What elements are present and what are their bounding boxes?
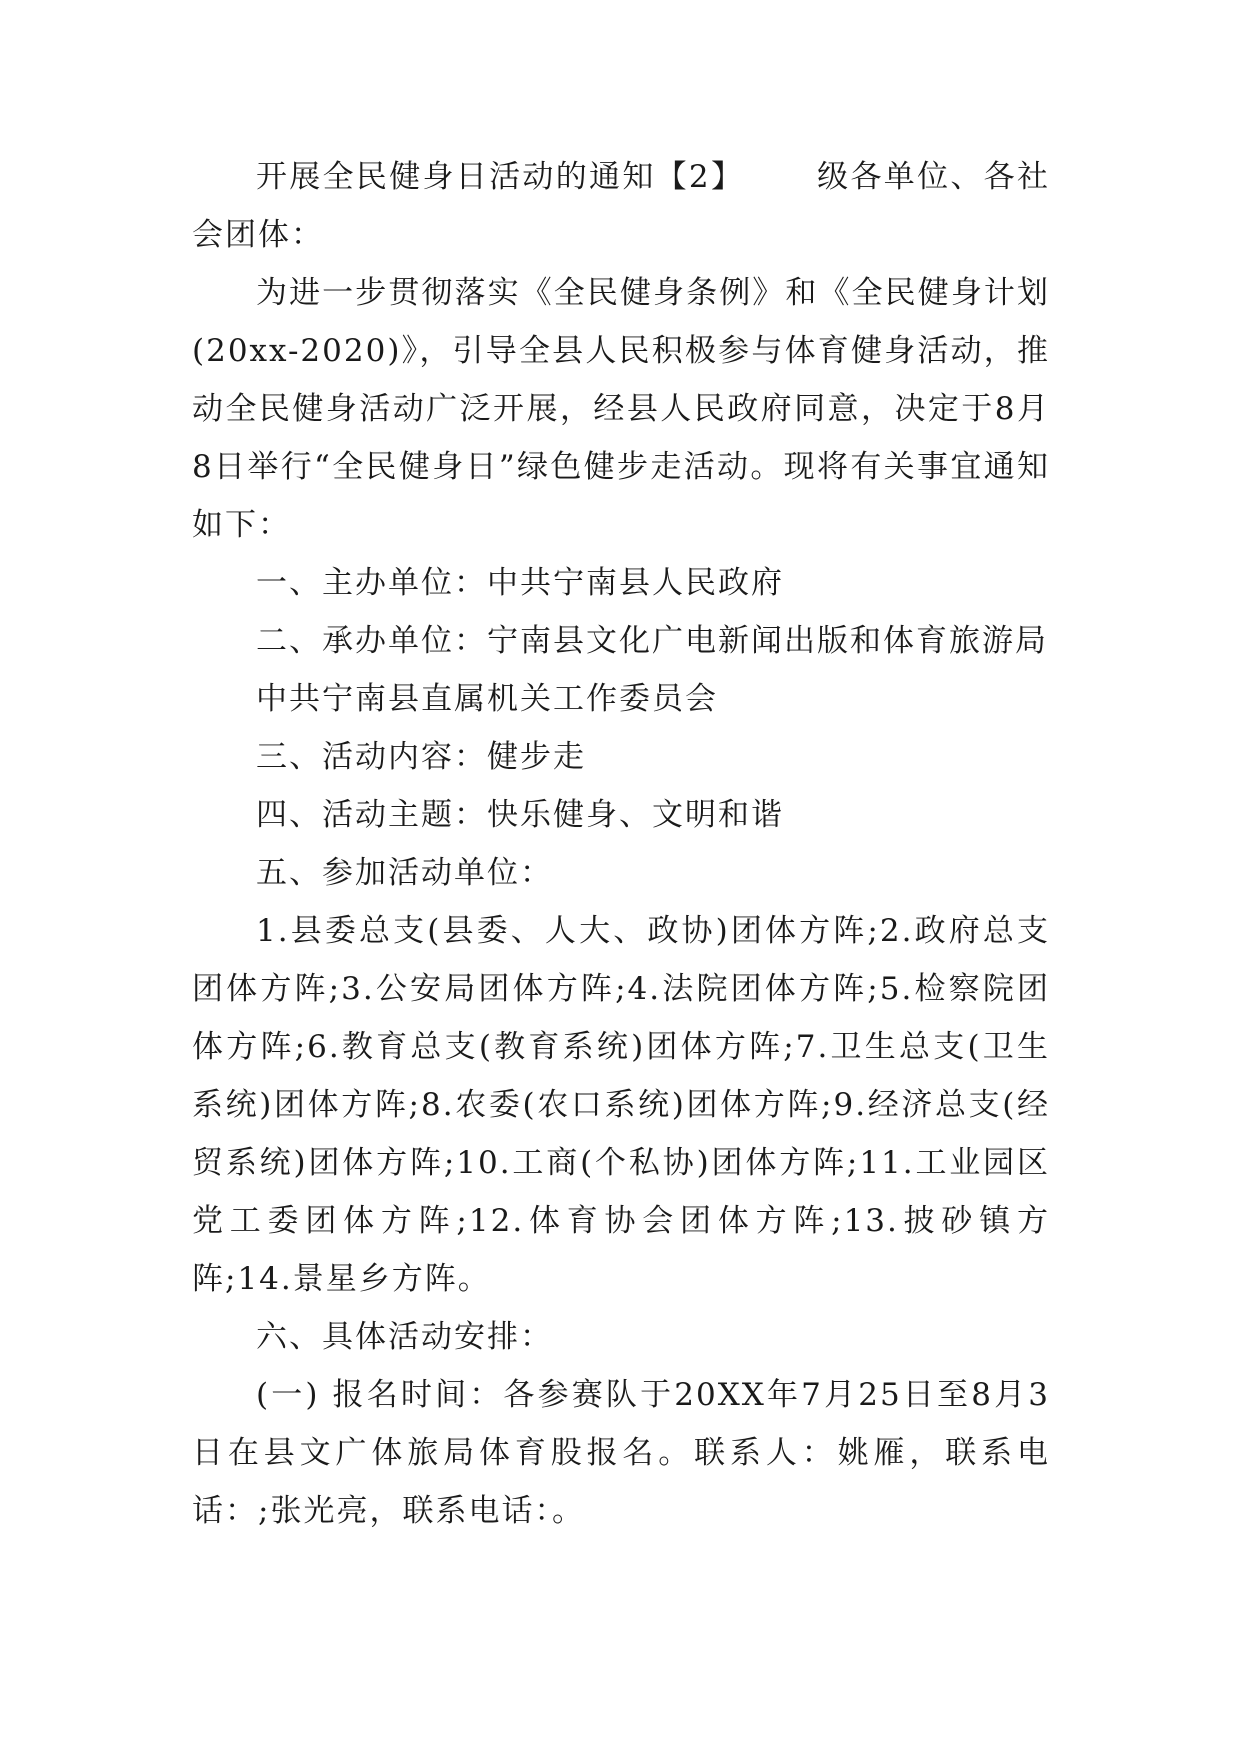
document-body <box>192 148 1050 1540</box>
activity-content-item: 三、活动内容：健步走 <box>256 739 586 775</box>
organizer-item: 一、主办单位：中共宁南县人民政府 <box>256 565 784 601</box>
co-organizer-continuation: 中共宁南县直属机关工作委员会 <box>256 681 718 717</box>
co-organizer-item: 二、承办单位：宁南县文化广电新闻出版和体育旅游局 <box>256 623 1048 659</box>
activity-theme-item: 四、活动主题：快乐健身、文明和谐 <box>256 797 784 833</box>
notice-purpose: 为进一步贯彻落实《全民健身条例》和《全民健身计划(20xx-2020)》，引导全县人民积极参与体育健身活动，推动全民健身活动广泛开展，经县人民政府同意，决定于8月8日举行“全民健身日”绿色健步走活动。现将有关事宜通知如下： <box>192 275 1050 543</box>
registration-paragraph: (一) 报名时间：各参赛队于20XX年7月25日至8月3日在县文广体旅局体育股报名。联系人：姚雁，联系电话：;张光亮，联系电话：。 <box>192 1377 1050 1529</box>
participants-list: 1.县委总支(县委、人大、政协)团体方阵;2.政府总支团体方阵;3.公安局团体方阵;4.法院团体方阵;5.检察院团体方阵;6.教育总支(教育系统)团体方阵;7.卫生总支(卫生系统)团体方阵;8.农委(农口系统)团体方阵;9.经济总支(经贸系统)团体方阵;10.工商(个私协)团体方阵;11.工业园区党工委团体方阵;12.体育协会团体方阵;13.披砂镇方阵;14.景星乡方阵。 <box>192 913 1050 1297</box>
schedule-heading: 六、具体活动安排： <box>256 1319 553 1355</box>
participants-heading: 五、参加活动单位： <box>256 855 553 891</box>
notice-intro: 开展全民健身日活动的通知【2】 级各单位、各社会团体： <box>192 159 1050 253</box>
